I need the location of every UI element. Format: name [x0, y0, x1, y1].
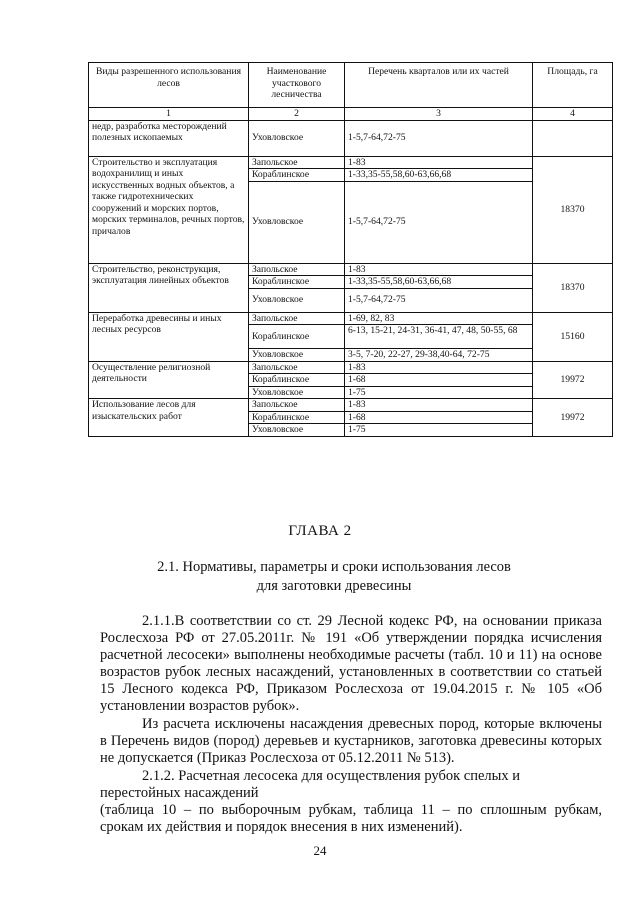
paragraph-line: 2.1.2. Расчетная лесосека для осуществления рубок спелых и	[142, 768, 521, 784]
column-number: 3	[345, 108, 533, 121]
column-number: 1	[89, 108, 249, 121]
area-cell: 18370	[533, 263, 613, 312]
forestry-cell: Уховловское	[249, 349, 345, 362]
area-cell	[533, 120, 613, 156]
forestry-cell: Запольское	[249, 156, 345, 169]
column-number: 2	[249, 108, 345, 121]
forestry-cell: Кораблинское	[249, 411, 345, 424]
quarters-cell: 1-5,7-64,72-75	[345, 181, 533, 263]
quarters-cell: 1-69, 82, 83	[345, 312, 533, 325]
column-number: 4	[533, 108, 613, 121]
table-row	[89, 263, 613, 276]
forestry-cell: Кораблинское	[249, 325, 345, 349]
paragraph-2-1-1: 2.1.1.В соответствии со ст. 29 Лесной кодекс РФ, на основании приказа Рослесхоза РФ от 27.05.2011г. № 191 «Об утверждении порядка исчисления расчетной лесосеки» выполнены необходимые расчеты (табл. 10 и 11) на основе возрастов рубок лесных насаждений, установленных в соответствии со статьей 15 Лесного кодекса РФ, Приказом Рослесхоза от 19.04.2015 г. № 105 «Об установлении возрастов рубок».	[100, 613, 602, 714]
quarters-cell: 1-33,35-55,58,60-63,66,68	[345, 276, 533, 289]
paragraph-2-1-2	[100, 768, 602, 802]
section-title	[100, 558, 568, 596]
quarters-cell: 1-83	[345, 263, 533, 276]
forestry-cell: Уховловское	[249, 386, 345, 399]
forestry-cell: Запольское	[249, 312, 345, 325]
quarters-cell: 1-33,35-55,58,60-63,66,68	[345, 169, 533, 182]
quarters-cell: 3-5, 7-20, 22-27, 29-38,40-64, 72-75	[345, 349, 533, 362]
use-type-cell: Использование лесов для изыскательских работ	[89, 399, 249, 437]
quarters-cell: 1-5,7-64,72-75	[345, 288, 533, 312]
forest-use-table	[88, 62, 613, 437]
header-area: Площадь, га	[533, 63, 613, 108]
use-type-cell: Строительство и эксплуатация водохранилищ и иных искусственных водных объектов, а также гидротехнических сооружений и морских портов, морских терминалов, речных портов, причалов	[89, 156, 249, 263]
table-column-numbers-row	[89, 108, 613, 121]
forestry-cell: Запольское	[249, 399, 345, 412]
quarters-cell: 1-68	[345, 411, 533, 424]
quarters-cell: 1-75	[345, 424, 533, 437]
chapter-title: ГЛАВА 2	[288, 523, 352, 539]
paragraph-exclusions: Из расчета исключены насаждения древесных пород, которые включены в Перечень видов (пород) деревьев и кустарников, заготовка древесины которых не допускается (Приказ Рослесхоза от 05.12.2011 № 513).	[100, 716, 602, 766]
table-row	[89, 361, 613, 374]
table-header-row	[89, 63, 613, 108]
quarters-cell: 1-83	[345, 361, 533, 374]
forestry-cell: Уховловское	[249, 288, 345, 312]
paragraph-line: перестойных насаждений	[100, 785, 259, 801]
forestry-cell: Запольское	[249, 263, 345, 276]
quarters-cell: 1-75	[345, 386, 533, 399]
area-cell: 18370	[533, 156, 613, 263]
forestry-cell: Уховловское	[249, 181, 345, 263]
forestry-cell: Запольское	[249, 361, 345, 374]
quarters-cell: 1-68	[345, 374, 533, 387]
use-type-cell: недр, разработка месторождений полезных ископаемых	[89, 120, 249, 156]
table-row	[89, 156, 613, 169]
header-quarters: Перечень кварталов или их частей	[345, 63, 533, 108]
quarters-cell: 1-83	[345, 156, 533, 169]
quarters-cell: 6-13, 15-21, 24-31, 36-41, 47, 48, 50-55, 68	[345, 325, 533, 349]
forestry-cell: Уховловское	[249, 120, 345, 156]
use-type-cell: Строительство, реконструкция, эксплуатация линейных объектов	[89, 263, 249, 312]
forestry-cell: Кораблинское	[249, 169, 345, 182]
section-title-line: 2.1. Нормативы, параметры и сроки использования лесов	[157, 559, 511, 575]
use-type-cell: Переработка древесины и иных лесных ресурсов	[89, 312, 249, 361]
table-row	[89, 312, 613, 325]
quarters-cell: 1-83	[345, 399, 533, 412]
area-cell: 19972	[533, 399, 613, 437]
use-type-cell: Осуществление религиозной деятельности	[89, 361, 249, 399]
forestry-cell: Уховловское	[249, 424, 345, 437]
header-use-type: Виды разрешенного использования лесов	[89, 63, 249, 108]
paragraph-tables-note: (таблица 10 – по выборочным рубкам, таблица 11 – по сплошным рубкам, срокам их действия и порядок внесения в них изменений).	[100, 802, 602, 835]
section-title-line: для заготовки древесины	[256, 578, 412, 594]
area-cell: 19972	[533, 361, 613, 399]
area-cell: 15160	[533, 312, 613, 361]
forestry-cell: Кораблинское	[249, 276, 345, 289]
quarters-cell: 1-5,7-64,72-75	[345, 120, 533, 156]
header-forestry: Наименование участкового лесничества	[249, 63, 345, 108]
forestry-cell: Кораблинское	[249, 374, 345, 387]
page-number: 24	[313, 843, 327, 858]
table-row	[89, 120, 613, 156]
table-row	[89, 399, 613, 412]
